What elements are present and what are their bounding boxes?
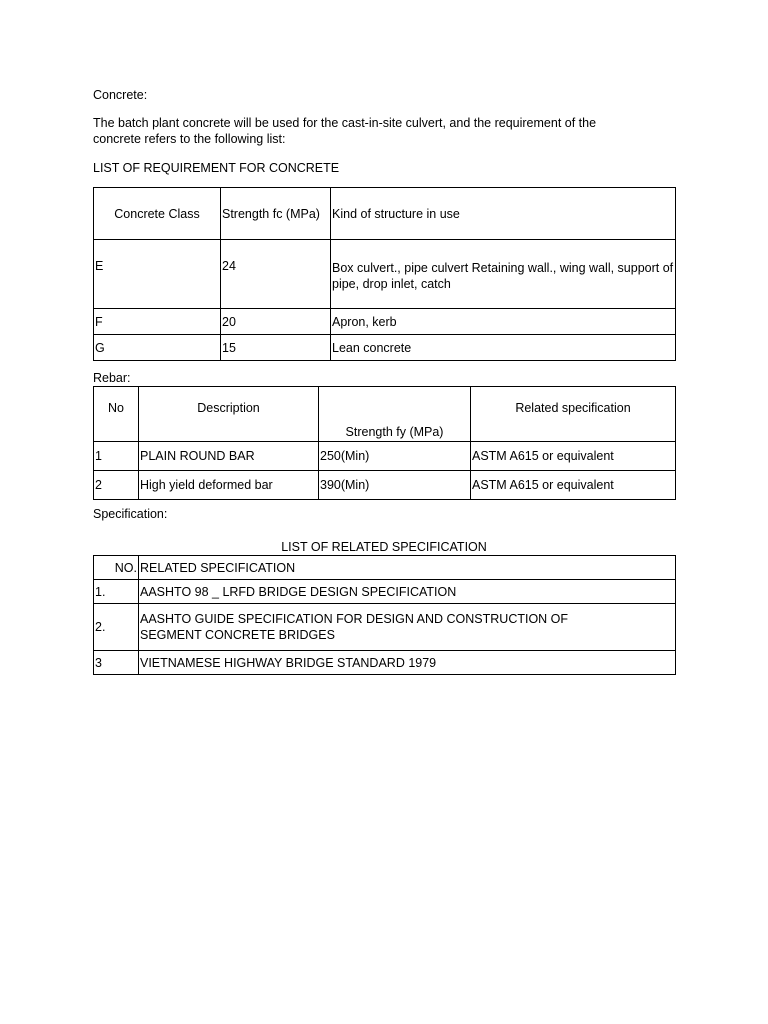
table-cell: 250(Min) <box>319 442 471 471</box>
table-row <box>94 309 676 335</box>
table-cell: 24 <box>221 240 331 309</box>
table-header-cell: Description <box>139 387 319 442</box>
table-header-row <box>94 387 676 442</box>
table-header-cell: RELATED SPECIFICATION <box>139 556 676 580</box>
table-header-row <box>94 556 676 580</box>
table-header-cell: No <box>94 387 139 442</box>
table-header-cell: Related specification <box>471 387 676 442</box>
table-cell: F <box>94 309 221 335</box>
table-cell: 390(Min) <box>319 471 471 500</box>
table-row <box>94 580 676 604</box>
table-cell: 15 <box>221 335 331 361</box>
table-header-row <box>94 188 676 240</box>
table-cell: ASTM A615 or equivalent <box>471 442 676 471</box>
concrete-list-title: LIST OF REQUIREMENT FOR CONCRETE <box>93 161 340 175</box>
table-cell: E <box>94 240 221 309</box>
table-cell: AASHTO 98 _ LRFD BRIDGE DESIGN SPECIFICATION <box>139 580 676 604</box>
table-row <box>94 442 676 471</box>
specification-heading: Specification: <box>93 507 168 521</box>
rebar-heading: Rebar: <box>93 371 131 385</box>
table-row <box>94 335 676 361</box>
specification-table <box>93 555 676 675</box>
table-header-cell: Kind of structure in use <box>331 188 676 240</box>
concrete-heading: Concrete: <box>93 88 148 102</box>
table-row <box>94 604 676 651</box>
table-cell: VIETNAMESE HIGHWAY BRIDGE STANDARD 1979 <box>139 651 676 675</box>
rebar-table <box>93 386 676 500</box>
table-header-cell: Concrete Class <box>94 188 221 240</box>
table-cell: Lean concrete <box>331 335 676 361</box>
table-cell: G <box>94 335 221 361</box>
table-cell: ASTM A615 or equivalent <box>471 471 676 500</box>
table-cell: 20 <box>221 309 331 335</box>
table-cell: Apron, kerb <box>331 309 676 335</box>
table-header-cell: Strength fy (MPa) <box>319 387 471 442</box>
table-cell: 3 <box>94 651 139 675</box>
table-cell: High yield deformed bar <box>139 471 319 500</box>
table-cell: 1. <box>94 580 139 604</box>
table-row <box>94 471 676 500</box>
table-cell: AASHTO GUIDE SPECIFICATION FOR DESIGN AND CONSTRUCTION OF SEGMENT CONCRETE BRIDGES <box>139 604 676 651</box>
table-cell: PLAIN ROUND BAR <box>139 442 319 471</box>
table-row <box>94 651 676 675</box>
table-cell: 2. <box>94 604 139 651</box>
table-row <box>94 240 676 309</box>
specification-list-title: LIST OF RELATED SPECIFICATION <box>281 540 487 554</box>
table-header-cell: Strength fc (MPa) <box>221 188 331 240</box>
table-cell: 2 <box>94 471 139 500</box>
concrete-requirements-table <box>93 187 676 361</box>
table-cell: Box culvert., pipe culvert Retaining wall., wing wall, support of pipe, drop inlet, catch <box>331 240 676 309</box>
table-header-cell: NO. <box>94 556 139 580</box>
table-cell: 1 <box>94 442 139 471</box>
concrete-intro: The batch plant concrete will be used for the cast-in-site culvert, and the requirement of the concrete refers to the following list: <box>93 116 597 146</box>
